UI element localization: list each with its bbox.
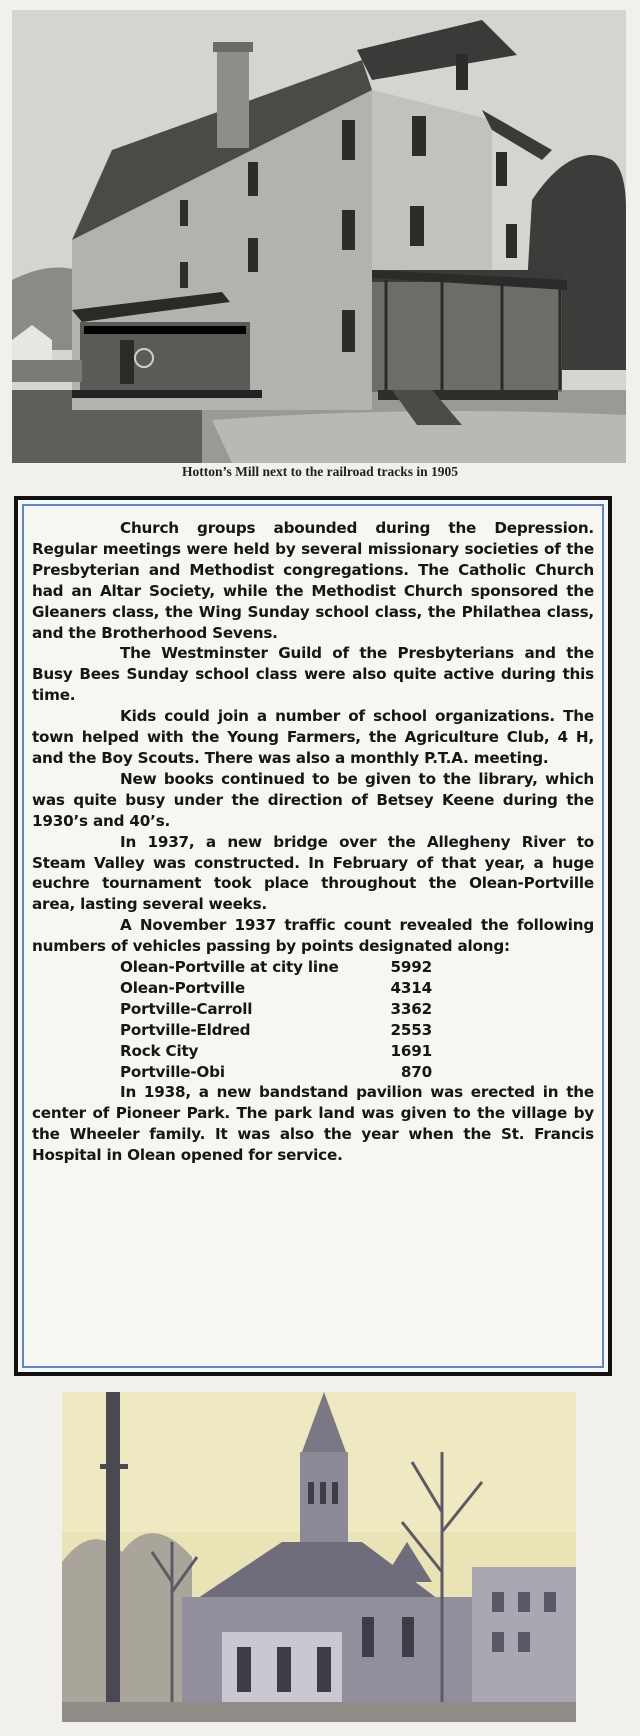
article-text [32,518,594,1166]
article-inner-border [22,504,604,1368]
traffic-location: Portville-Obi [120,1062,225,1081]
paragraph-church-groups: Church groups abounded during the Depression. Regular meetings were held by several missionary societies of the Presbyterian and Methodist congregations. The Catholic Church had an Altar Society, while the Methodist Church sponsored the Gleaners class, the Wing Sunday school class, the Philathea class, and the Brotherhood Sevens. [32,519,594,642]
paragraph-westminster-guild: The Westminster Guild of the Presbyterians and the Busy Bees Sunday school class were also quite active during this time. [32,644,594,705]
mill-photo-illustration [12,10,626,463]
paragraph-bridge-1937: In 1937, a new bridge over the Allegheny River to Steam Valley was constructed. In February of that year, a huge euchre tournament took place throughout the Olean-Portville area, lasting several weeks. [32,832,594,914]
traffic-location: Portville-Eldred [120,1020,251,1039]
traffic-location: Rock City [120,1041,199,1060]
traffic-count: 5992 [390,958,432,977]
paragraph-bandstand-1938: In 1938, a new bandstand pavilion was erected in the center of Pioneer Park. The park land was given to the village by the Wheeler family. It was also the year when the St. Francis Hospital in Olean opened for service. [32,1083,594,1165]
traffic-location: Olean-Portville at city line [120,958,339,977]
traffic-count: 4314 [390,978,432,997]
traffic-location: Portville-Carroll [120,999,253,1018]
paragraph-library: New books continued to be given to the library, which was quite busy under the direction of Betsey Keene during the 1930’s and 40’s. [32,769,594,830]
traffic-location: Olean-Portville [120,978,245,997]
church-photo [62,1392,576,1722]
traffic-count-list [120,957,594,1082]
traffic-count: 2553 [390,1020,432,1039]
paragraph-traffic-count: A November 1937 traffic count revealed the following numbers of vehicles passing by points designated along: [32,916,594,956]
article-box [14,496,612,1376]
church-photo-illustration [62,1392,576,1722]
mill-photo [12,10,626,463]
traffic-count: 3362 [390,999,432,1018]
traffic-count: 870 [400,1062,432,1081]
photo-caption: Hotton’s Mill next to the railroad tracks in 1905 [182,464,458,479]
paragraph-school-organizations: Kids could join a number of school organizations. The town helped with the Young Farmers, the Agriculture Club, 4 H, and the Boy Scouts. There was also a monthly P.T.A. meeting. [32,707,594,767]
traffic-count: 1691 [390,1041,432,1060]
